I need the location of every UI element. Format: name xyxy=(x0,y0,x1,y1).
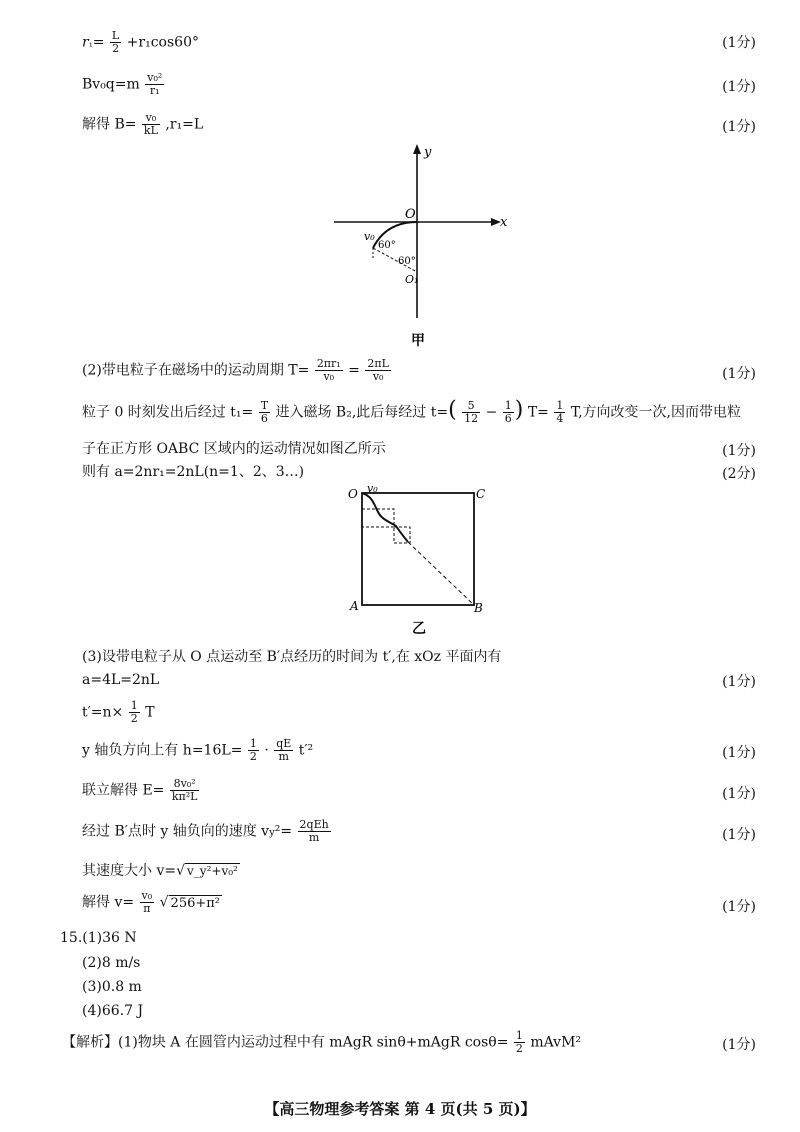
fig-jia-caption: 甲 xyxy=(411,333,425,349)
q15-answer-3: (3)0.8 m xyxy=(82,979,142,995)
text-part3-intro: (3)设带电粒子从 O 点运动至 B′点经历的时间为 t′,在 xOz 平面内有 xyxy=(82,649,502,665)
o1-label: O₁ xyxy=(405,273,419,286)
fig-yi-caption: 乙 xyxy=(412,621,426,637)
equation-speed: 其速度大小 v=√ v_y²+v₀² xyxy=(82,863,238,879)
equation-solve-v: 解得 v= $\frac{\text{v₀}}{\pi}$ √ 256+π² xyxy=(82,889,221,915)
score-mark: (1分) xyxy=(722,119,756,135)
particle-path xyxy=(362,493,408,542)
equation-vy: 经过 B′点时 y 轴负向的速度 vy²= 2qEh m xyxy=(82,818,329,844)
angle1-label: 60° xyxy=(378,240,396,251)
y-label: y xyxy=(424,145,432,160)
label-c: C xyxy=(476,487,486,501)
score-mark: (1分) xyxy=(722,827,756,843)
score-mark: (2分) xyxy=(722,466,756,482)
text-square-region: 子在正方形 OABC 区域内的运动情况如图乙所示 xyxy=(82,441,386,457)
equation-period: (2)带电粒子在磁场中的运动周期 T= $\frac{\text{2πr₁}}{\text{v₀}}$ = $\frac{2\pi L}{\text{v₀}}$ xyxy=(82,357,389,383)
equation-side-length: 则有 a=2nr₁=2nL(n=1、2、3…) xyxy=(82,464,305,480)
square-oabc xyxy=(362,493,474,605)
origin-label: O xyxy=(405,207,416,222)
figure-jia xyxy=(320,140,520,350)
equation-t-prime: t′=n× $\frac{1}{2}$ T xyxy=(82,699,155,725)
q15-answer-4: (4)66.7 J xyxy=(82,1003,144,1019)
equation-r1: r₁= $\frac{L}{2}$ +r₁cos60° xyxy=(82,29,199,55)
label-a: A xyxy=(350,599,359,613)
score-mark: (1分) xyxy=(722,1037,756,1053)
score-mark: (1分) xyxy=(722,745,756,761)
score-mark: (1分) xyxy=(722,35,756,51)
q15-answer-2: (2)8 m/s xyxy=(82,955,141,971)
score-mark: (1分) xyxy=(722,443,756,459)
figure-yi xyxy=(338,482,498,642)
score-mark: (1分) xyxy=(722,674,756,690)
score-mark: (1分) xyxy=(722,79,756,95)
page-footer: 【高三物理参考答案 第 4 页(共 5 页)】 xyxy=(264,1100,536,1118)
label-o: O xyxy=(348,487,358,501)
v0-label: v₀ xyxy=(364,230,375,243)
equation-height: y 轴负方向上有 h=16L= $\frac{1}{2}$ · $\frac{qE}{m}$ t′² xyxy=(82,737,314,763)
x-label: x xyxy=(500,215,508,230)
score-mark: (1分) xyxy=(722,786,756,802)
analysis-energy-equation: 【解析】(1)物块 A 在圆管内运动过程中有 mAgR sinθ+mAgR cosθ= $\frac{1}{2}$ mAvM² xyxy=(62,1029,582,1055)
label-b: B xyxy=(474,601,483,615)
equation-solve-b: 解得 B= $\frac{\text{v₀}}{kL}$ ,r₁=L xyxy=(82,111,204,137)
score-mark: (1分) xyxy=(722,366,756,382)
score-mark: (1分) xyxy=(722,899,756,915)
equation-a4l: a=4L=2nL xyxy=(82,672,160,688)
y-arrow xyxy=(413,144,421,154)
text-particle-timing: 粒子 0 时刻发出后经过 t₁= $\frac{T}{6}$ 进入磁场 B₂,此后每经过 t=( $\frac{5}{12}$ − $\frac{1}{6}$ ) T= $\frac{1}{4}$ T,方向改变一次,因而带电粒 xyxy=(82,397,741,425)
angle2-label: 60° xyxy=(398,256,416,267)
equation-lorentz: Bv₀q=m $\frac{\text{v₀²}}{\text{r₁}}$ xyxy=(82,71,163,97)
diagonal-dash xyxy=(408,542,474,605)
q15-answer-1: 15.(1)36 N xyxy=(60,930,137,946)
label-v0: v₀ xyxy=(367,482,378,495)
equation-e-field: 联立解得 E= $\frac{\text{8v₀²}}{\text{kπ²L}}$ xyxy=(82,777,198,803)
